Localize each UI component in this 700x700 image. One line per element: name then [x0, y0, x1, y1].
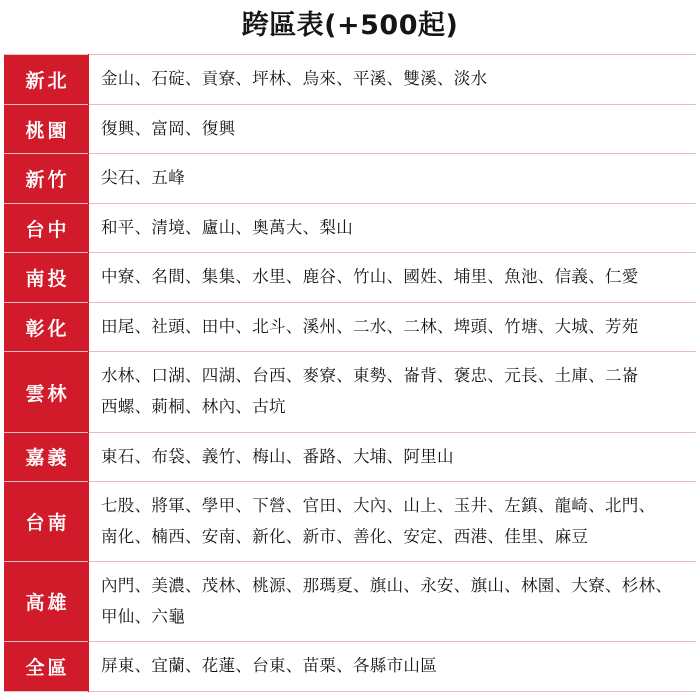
region-label-cell: [4, 203, 89, 253]
region-label-cell: [4, 55, 89, 105]
area-list-cell: [89, 203, 697, 253]
table-row: [4, 482, 696, 562]
region-label-cell: [4, 482, 89, 562]
table-row: [4, 352, 696, 432]
area-line: 復興、富岡、復興: [101, 118, 236, 138]
area-list-cell: [89, 482, 697, 562]
area-line: 和平、清境、廬山、奧萬大、梨山: [101, 217, 353, 237]
area-list-cell: [89, 562, 697, 642]
area-line: 七股、將軍、學甲、下營、官田、大內、山上、玉井、左鎮、龍崎、北門、: [101, 496, 656, 516]
area-line: 尖石、五峰: [101, 168, 185, 188]
zones-table-body: [4, 55, 696, 691]
area-list-cell: [89, 154, 697, 204]
area-line: 內門、美濃、茂林、桃源、那瑪夏、旗山、永安、旗山、林園、大寮、杉林、: [101, 576, 673, 596]
table-row: [4, 55, 696, 105]
region-label: 高雄: [25, 592, 70, 615]
region-label: 新北: [25, 70, 70, 93]
area-list-cell: [89, 352, 697, 432]
table-row: [4, 154, 696, 204]
area-line: 甲仙、六龜: [101, 606, 185, 626]
region-label: 台中: [25, 218, 70, 241]
zones-table: [4, 54, 696, 691]
region-label-cell: [4, 352, 89, 432]
table-row: [4, 432, 696, 482]
area-line: 南化、楠西、安南、新化、新市、善化、安定、西港、佳里、麻豆: [101, 526, 589, 546]
region-label: 嘉義: [25, 447, 70, 470]
region-label-cell: [4, 154, 89, 204]
table-row: [4, 104, 696, 154]
region-label-cell: [4, 432, 89, 482]
table-row: [4, 302, 696, 352]
table-row: [4, 203, 696, 253]
area-line: 東石、布袋、義竹、梅山、番路、大埔、阿里山: [101, 446, 454, 466]
region-label-cell: [4, 562, 89, 642]
area-line: 田尾、社頭、田中、北斗、溪州、二水、二林、埤頭、竹塘、大城、芳苑: [101, 316, 639, 336]
region-label: 桃園: [25, 119, 70, 142]
area-list-cell: [89, 432, 697, 482]
table-row: [4, 642, 696, 692]
table-row: [4, 253, 696, 303]
region-label: 雲林: [25, 382, 70, 405]
region-label: 新竹: [25, 169, 70, 192]
area-list-cell: [89, 104, 697, 154]
area-line: 西螺、莿桐、林內、古坑: [101, 397, 286, 416]
region-label: 台南: [25, 512, 70, 535]
table-row: [4, 562, 696, 642]
region-label-cell: [4, 104, 89, 154]
region-label-cell: [4, 253, 89, 303]
area-line: 中寮、名間、集集、水里、鹿谷、竹山、國姓、埔里、魚池、信義、仁愛: [101, 267, 639, 287]
area-list-cell: [89, 253, 697, 303]
area-list-cell: [89, 642, 697, 692]
region-label: 全區: [25, 656, 70, 679]
area-line: 屏東、宜蘭、花蓮、台東、苗栗、各縣市山區: [101, 656, 437, 676]
area-list-cell: [89, 302, 697, 352]
region-label-cell: [4, 642, 89, 692]
region-label: 南投: [25, 268, 70, 291]
region-label-cell: [4, 302, 89, 352]
region-label: 彰化: [25, 317, 70, 340]
area-list-cell: [89, 55, 697, 105]
area-line: 水林、口湖、四湖、台西、麥寮、東勢、崙背、褒忠、元長、土庫、二崙: [101, 366, 639, 386]
page-title: 跨區表(+500起): [241, 10, 459, 41]
area-line: 金山、石碇、貢寮、坪林、烏來、平溪、雙溪、淡水: [101, 69, 488, 89]
